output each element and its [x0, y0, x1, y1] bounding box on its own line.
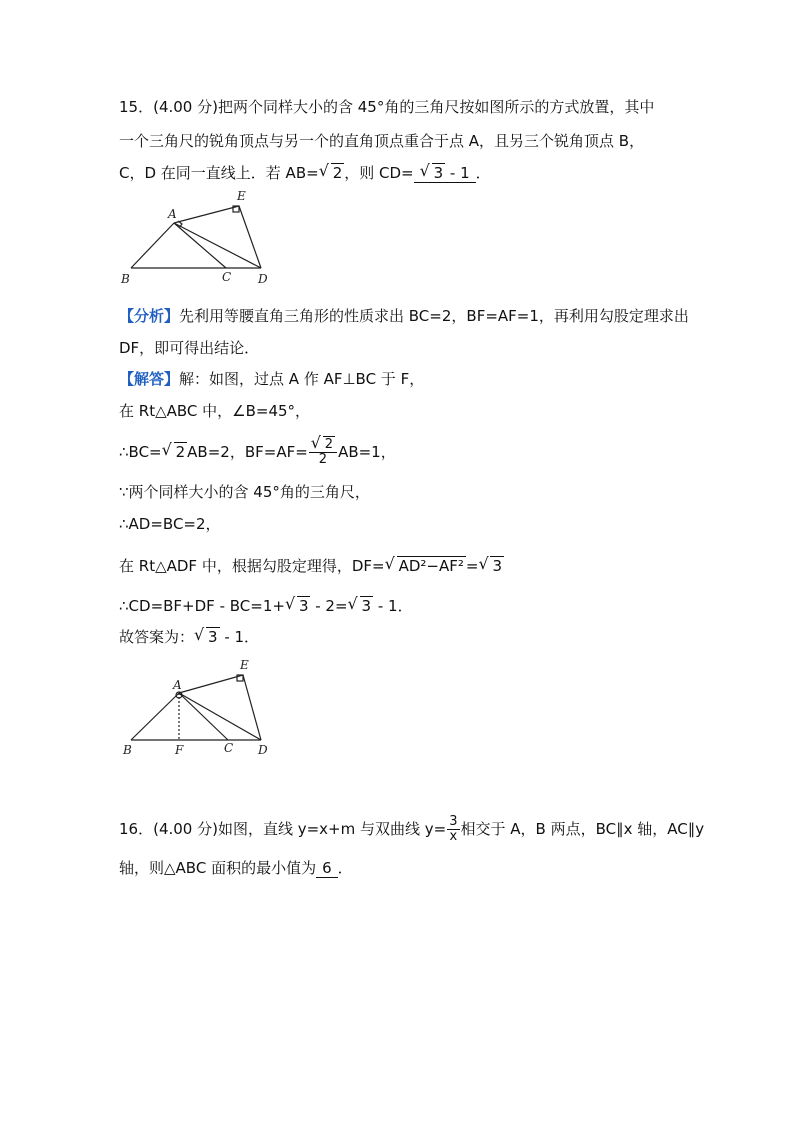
- sol8-radicand: 3: [208, 628, 218, 646]
- q16-answer-blank: [316, 859, 338, 878]
- sol8-a: 故答案为：: [119, 628, 195, 646]
- label-d: D: [258, 272, 268, 286]
- sol7-a: ∴CD=BF+DF - BC=1+: [119, 597, 285, 615]
- frac-den: 2: [318, 452, 328, 467]
- label-f-2: F: [175, 743, 184, 757]
- sol8-sqrt: [196, 626, 220, 648]
- sol3-sqrt: [164, 441, 188, 463]
- q16-text1a: 如图，直线 y=x+m 与双曲线 y=: [217, 820, 447, 838]
- sol3-a: ∴BC=: [119, 443, 162, 461]
- line-ab: [131, 223, 174, 268]
- sol3-c: AB=1，: [338, 443, 396, 461]
- q16-score: (4.00 分): [153, 820, 218, 838]
- q16-text2: 轴，则△ABC 面积的最小值为: [119, 859, 317, 877]
- q15-stem-line3: [119, 162, 491, 184]
- sol7-b: - 2=: [310, 597, 348, 615]
- q15-figure: [116, 188, 286, 288]
- q16-number: 16．: [119, 820, 154, 838]
- solution-tag: 【解答】: [119, 370, 180, 388]
- q15-number: 15．: [119, 98, 154, 116]
- q16-frac-den: x: [449, 829, 458, 844]
- line-ed-2: [243, 675, 261, 740]
- solution-line8: [119, 626, 259, 648]
- line-ab-2: [131, 693, 179, 740]
- sol6-sqrt: [387, 555, 466, 577]
- q15-stem-text1: 把两个同样大小的含 45°角的三角尺按如图所示的方式放置，其中: [217, 98, 655, 116]
- sol8-b: - 1．: [219, 628, 260, 646]
- label-a: A: [168, 207, 177, 221]
- answer-sqrt: [422, 164, 446, 182]
- sol7-radicand: 3: [298, 597, 309, 615]
- q15-score: (4.00 分): [153, 98, 218, 116]
- q15-stem-text3a: C，D 在同一直线上．若 AB=: [119, 164, 319, 182]
- q16-frac-num: 3: [449, 814, 458, 829]
- analysis-line1: [119, 305, 689, 327]
- sol6-eq: =: [465, 557, 479, 575]
- frac-num: [309, 438, 337, 453]
- q15-stem-text2: 一个三角尺的锐角顶点与另一个的直角顶点重合于点 A，且另三个锐角顶点 B，: [119, 132, 645, 150]
- label-e: E: [237, 189, 246, 203]
- solution-text2: 在 Rt△ABC 中，∠B=45°，: [119, 402, 311, 420]
- fraction-sqrt2-over-2: [309, 438, 337, 467]
- label-c: C: [222, 270, 232, 284]
- label-c-2: C: [224, 741, 234, 755]
- sol3-radicand: 2: [175, 443, 186, 461]
- sol3-b: AB=2，BF=AF=: [187, 443, 308, 461]
- sol6-radicand2: 3: [492, 557, 502, 575]
- label-d-2: D: [258, 743, 268, 757]
- answer-radicand: 3: [433, 164, 444, 182]
- q16-period: ．: [337, 859, 353, 877]
- q16-answer: 6: [322, 859, 332, 877]
- solution-text4: ∵两个同样大小的含 45°角的三角尺，: [119, 483, 370, 501]
- solution-line2: [119, 400, 310, 422]
- sol6-radicand: AD²−AF²: [398, 557, 464, 575]
- analysis-text1: 先利用等腰直角三角形的性质求出 BC=2，BF=AF=1，再利用勾股定理求出: [179, 307, 689, 325]
- solution-line4: [119, 481, 370, 503]
- sqrt-radicand: 2: [332, 164, 343, 182]
- solution-line1: [119, 368, 424, 390]
- q16-text1b: 相交于 A，B 两点，BC∥x 轴，AC∥y: [460, 820, 705, 838]
- sol6-sqrt2: [480, 555, 504, 577]
- solution-line5: [119, 513, 221, 535]
- sol6-a: 在 Rt△ADF 中，根据勾股定理得，DF=: [119, 557, 385, 575]
- analysis-line2: [119, 337, 259, 359]
- sol7-radicand2: 3: [361, 597, 372, 615]
- analysis-text2: DF，即可得出结论．: [119, 339, 260, 357]
- line-ae: [174, 206, 239, 223]
- q15-answer-blank: [414, 164, 476, 183]
- q15-period: ．: [475, 164, 491, 182]
- frac-num-radicand: 2: [324, 437, 334, 452]
- label-e-2: E: [240, 658, 249, 672]
- analysis-tag: 【分析】: [119, 307, 180, 325]
- label-b-2: B: [123, 743, 132, 757]
- solution-text5: ∴AD=BC=2，: [119, 515, 221, 533]
- solution-line7: [119, 595, 413, 617]
- line-ae-2: [179, 675, 243, 693]
- q15-stem-line2: [119, 130, 644, 152]
- solution-line3: [119, 438, 396, 467]
- q16-stem-line2: [119, 857, 353, 879]
- sol7-sqrt2: [350, 595, 374, 617]
- label-a-2: A: [173, 678, 182, 692]
- solution-text1: 解：如图，过点 A 作 AF⊥BC 于 F，: [179, 370, 425, 388]
- sol7-c: - 1．: [373, 597, 413, 615]
- q16-stem-line1: [119, 815, 704, 844]
- q15-stem-text3b: ，则 CD=: [344, 164, 414, 182]
- answer-tail: - 1: [445, 164, 470, 182]
- frac-num-sqrt: [313, 438, 335, 452]
- solution-line6: [119, 555, 504, 577]
- sol7-sqrt: [287, 595, 311, 617]
- fraction-3-over-x: [447, 815, 459, 844]
- q15-stem-line1: [119, 96, 654, 118]
- sqrt-2: [321, 162, 345, 184]
- q15-solution-figure: [116, 655, 286, 760]
- label-b: B: [121, 272, 130, 286]
